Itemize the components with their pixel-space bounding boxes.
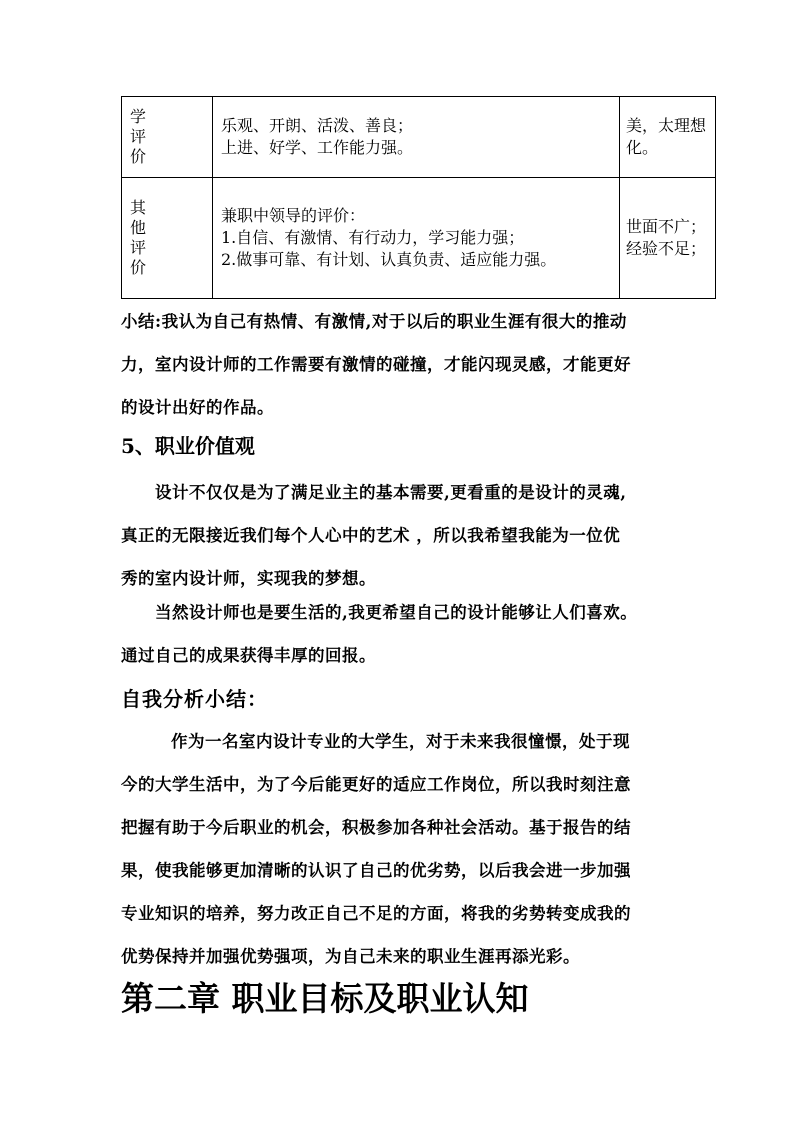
self-analysis-paragraph: [121, 720, 691, 978]
category-char: 评: [129, 127, 146, 146]
note-cell: [620, 178, 716, 299]
paragraph-line: 优势保持并加强优势强项，为自己未来的职业生涯再添光彩。: [121, 947, 580, 966]
summary-line: 力，室内设计师的工作需要有激情的碰撞，才能闪现灵感，才能更好: [121, 355, 631, 374]
chapter-title: 第二章 职业目标及职业认知: [121, 979, 529, 1018]
category-cell: [122, 97, 213, 178]
summary-paragraph: [121, 300, 691, 429]
content-cell: [213, 97, 620, 178]
category-char: 评: [129, 238, 146, 257]
content-line: 兼职中领导的评价：: [221, 206, 366, 225]
category-char: 价: [129, 147, 146, 166]
evaluation-table: [121, 96, 716, 299]
category-char: 他: [129, 218, 146, 237]
summary-line: 小结:我认为自己有热情、有激情,对于以后的职业生涯有很大的推动: [121, 312, 627, 331]
paragraph-line: 作为一名室内设计专业的大学生，对于未来我很憧憬，处于现: [171, 732, 630, 751]
category-cell: [122, 178, 213, 299]
note-line: 经验不足；: [626, 239, 707, 258]
note-line: 美，太理想: [626, 116, 707, 135]
content-line: 2.做事可靠、有计划、认真负责、适应能力强。: [221, 250, 557, 269]
paragraph-line: 今的大学生活中，为了今后能更好的适应工作岗位，所以我时刻注意: [121, 775, 631, 794]
table-row: [122, 97, 716, 178]
paragraph-line: 果，使我能够更加清晰的认识了自己的优劣势，以后我会进一步加强: [121, 861, 631, 880]
paragraph-line: 把握有助于今后职业的机会，积极参加各种社会活动。基于报告的结: [121, 818, 631, 837]
values-paragraph-2: [121, 591, 691, 677]
category-char: 其: [129, 198, 146, 217]
category-char: 学: [129, 107, 146, 126]
content-line: 上进、好学、工作能力强。: [221, 138, 414, 157]
self-analysis-heading: 自我分析小结：: [121, 687, 268, 711]
note-line: 世面不广；: [626, 217, 707, 236]
content-line: 1.自信、有激情、有行动力，学习能力强；: [221, 228, 525, 247]
note-cell: [620, 97, 716, 178]
table-row: [122, 178, 716, 299]
content-cell: [213, 178, 620, 299]
paragraph-line: 真正的无限接近我们每个人心中的艺术 ，所以我希望我能为一位优: [121, 526, 621, 545]
paragraph-line: 秀的室内设计师，实现我的梦想。: [121, 569, 376, 588]
paragraph-line: 设计不仅仅是为了满足业主的基本需要,更看重的是设计的灵魂,: [155, 483, 627, 502]
paragraph-line: 当然设计师也是要生活的,我更希望自己的设计能够让人们喜欢。: [155, 603, 638, 622]
paragraph-line: 专业知识的培养，努力改正自己不足的方面，将我的劣势转变成我的: [121, 904, 631, 923]
note-line: 化。: [626, 138, 659, 157]
content-line: 乐观、开朗、活泼、善良；: [221, 116, 414, 135]
section-5-heading: 5、职业价值观: [121, 434, 255, 458]
paragraph-line: 通过自己的成果获得丰厚的回报。: [121, 646, 376, 665]
category-char: 价: [129, 258, 146, 277]
summary-line: 的设计出好的作品。: [121, 398, 274, 417]
values-paragraph-1: [121, 471, 691, 600]
